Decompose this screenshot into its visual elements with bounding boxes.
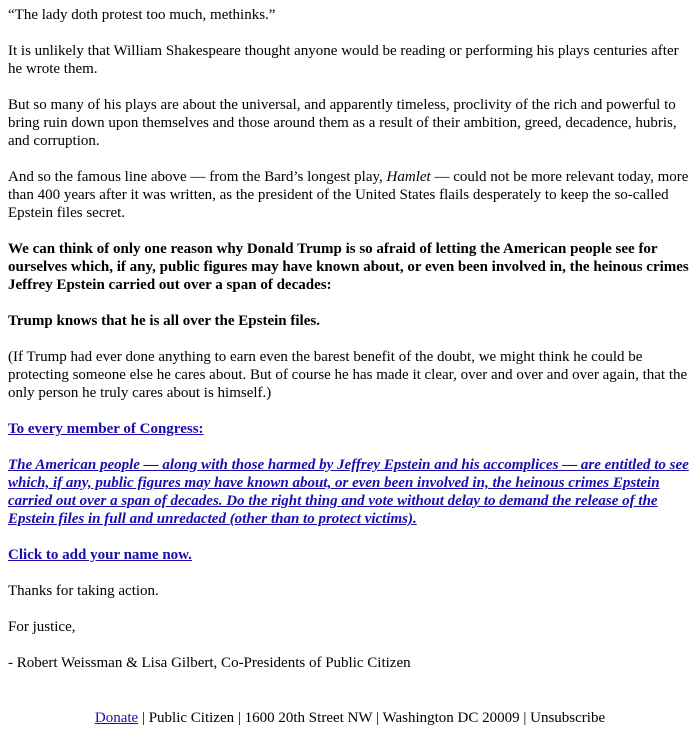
footer-separator: | (138, 710, 149, 726)
unsubscribe-link[interactable]: Unsubscribe (530, 710, 606, 726)
add-name-link[interactable]: Click to add your name now. (8, 547, 192, 563)
footer-separator: | (519, 710, 531, 726)
footer-separator: | (234, 710, 245, 726)
closing-text: For justice, (8, 619, 76, 635)
signature-text: - Robert Weissman & Lisa Gilbert, Co-Presidents of Public Citizen (8, 655, 411, 671)
paragraph-parenthetical: (If Trump had ever done anything to earn even the barest benefit of the doubt, we might think he could be protecting someone else he cares about. But of course he has made it clear, over and over and over again, that the only person he truly cares about is himself.) (8, 349, 688, 401)
paragraph-hamlet (8, 168, 692, 222)
footer-street: 1600 20th Street NW (244, 710, 373, 726)
donate-link[interactable]: Donate (94, 710, 139, 726)
paragraph-universal: But so many of his plays are about the universal, and apparently timeless, proclivity of the rich and powerful to bring ruin down upon themselves and those around them as a result of their ambition, greed, decadence, hubris, and corruption. (8, 97, 677, 149)
opening-quote: “The lady doth protest too much, methinks.” (8, 7, 276, 23)
paragraph-hamlet-end: — could not be more relevant today, more than 400 years after it was written, as the president of the United States flails desperately to keep the so-called Epstein files secret. (8, 169, 689, 221)
bold-reason-paragraph: We can think of only one reason why Donald Trump is so afraid of letting the American people see for ourselves which, if any, public figures may have known about, or even been involved in, the heinous crimes Jeffrey Epstein carried out over a span of decades: (8, 241, 689, 293)
paragraph-hamlet-start: And so the famous line above — from the Bard’s longest play, (8, 169, 387, 185)
footer-org: Public Citizen (148, 710, 235, 726)
email-footer (0, 709, 700, 727)
hamlet-title: Hamlet (386, 169, 431, 185)
footer-city: Washington DC 20009 (382, 710, 520, 726)
thanks-text: Thanks for taking action. (8, 583, 159, 599)
footer-separator: | (372, 710, 383, 726)
petition-link[interactable]: The American people — along with those harmed by Jeffrey Epstein and his accomplices — are entitled to see which, if any, public figures may have known about, or even been involved in, the heinous crimes Epstein carried out over a span of decades. Do the right thing and vote without delay to demand the release of the Epstein files in full and unredacted (other than to protect victims). (8, 457, 689, 527)
congress-link[interactable]: To every member of Congress: (8, 421, 204, 437)
paragraph-shakespeare: It is unlikely that William Shakespeare thought anyone would be reading or performing his plays centuries after he wrote them. (8, 43, 679, 77)
bold-claim-paragraph: Trump knows that he is all over the Epstein files. (8, 313, 320, 329)
